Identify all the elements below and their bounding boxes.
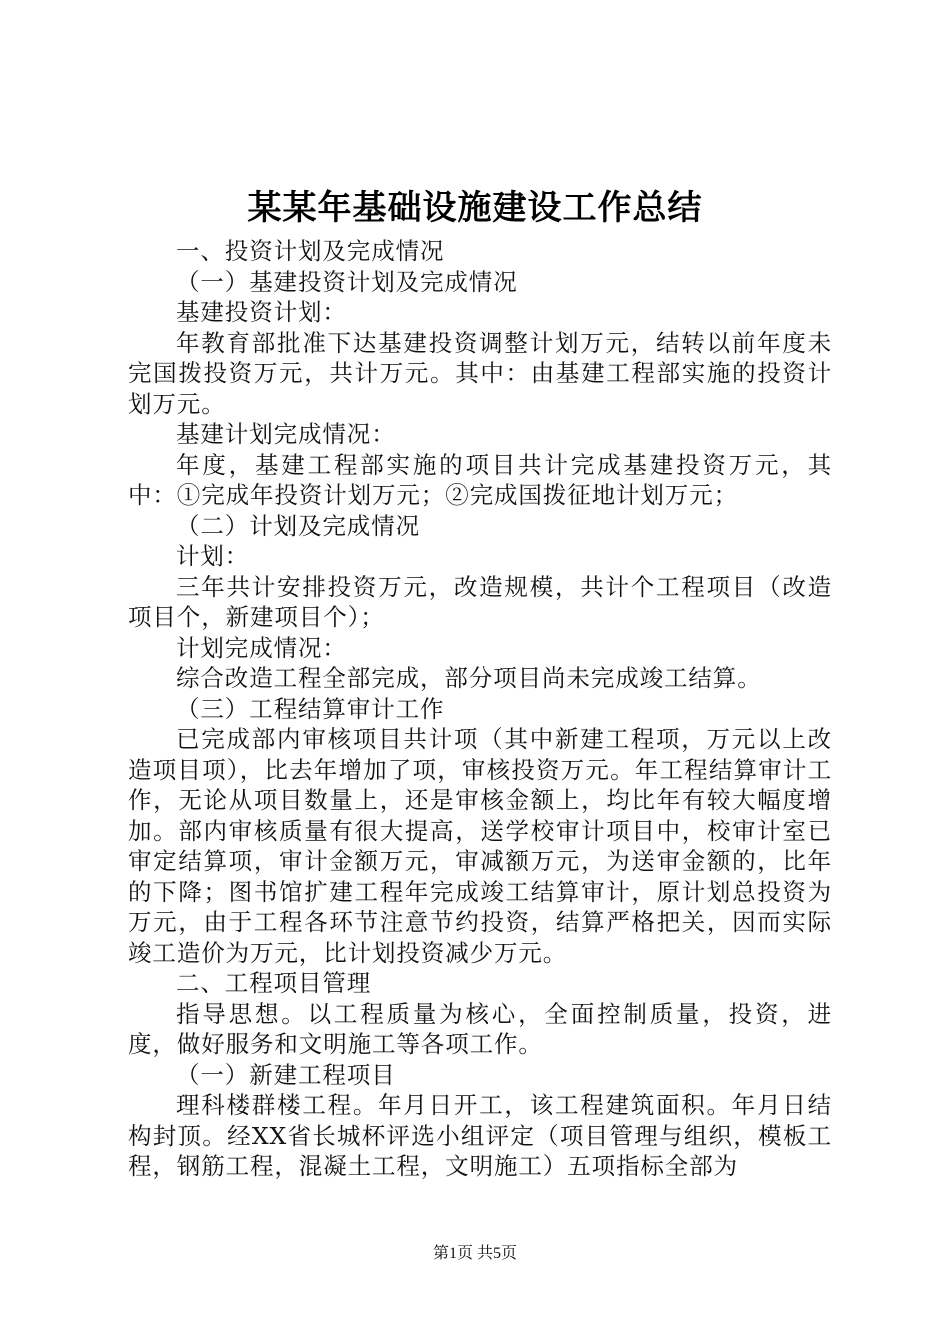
label-plan-completion: 计划完成情况： [176, 633, 347, 662]
paragraph-capital-completion: 年度，基建工程部实施的项目共计完成基建投资万元，其中：①完成年投资计划万元；②完成国拨征地计划万元； [128, 450, 832, 509]
heading-2-plan-completion: （二）计划及完成情况 [176, 511, 420, 540]
paragraph-plan-completion: 综合改造工程全部完成，部分项目尚未完成竣工结算。 [176, 664, 762, 692]
paragraph-plan: 三年共计安排投资万元，改造规模，共计个工程项目（改造项目个，新建项目个）； [128, 572, 832, 631]
paragraph-capital-plan: 年教育部批准下达基建投资调整计划万元，结转以前年度未完国拨投资万元，共计万元。其中：由基建工程部实施的投资计划万元。 [128, 328, 832, 418]
document-title: 某某年基础设施建设工作总结 [247, 188, 703, 228]
heading-2-capital-plan: （一）基建投资计划及完成情况 [176, 267, 518, 296]
paragraph-audit: 已完成部内审核项目共计项（其中新建工程项，万元以上改造项目项），比去年增加了项，审核投资万元。年工程结算审计工作，无论从项目数量上，还是审核金额上，均比年有较大幅度增加。部内审核质量有很大提高，送学校审计项目中，校审计室已审定结算项，审计金额万元，审减额万元，为送审金额的，比年的下降；图书馆扩建工程年完成竣工结算审计，原计划总投资为万元，由于工程各环节注意节约投资，结算严格把关，因而实际竣工造价为万元，比计划投资减少万元。 [128, 725, 832, 967]
label-capital-plan: 基建投资计划： [176, 298, 347, 326]
page-footer: 第1页 共5页 [432, 1245, 517, 1262]
heading-2-audit: （三）工程结算审计工作 [176, 694, 445, 723]
heading-1-investment-plan: 一、投资计划及完成情况 [176, 237, 445, 265]
document-body [128, 236, 832, 1182]
label-capital-completion: 基建计划完成情况： [176, 420, 396, 448]
label-plan: 计划： [176, 542, 250, 570]
heading-1-project-management: 二、工程项目管理 [176, 969, 372, 997]
paragraph-guiding-principle: 指导思想。以工程质量为核心，全面控制质量，投资，进度，做好服务和文明施工等各项工作。 [128, 999, 832, 1058]
paragraph-science-building: 理科楼群楼工程。年月日开工，该工程建筑面积。年月日结构封顶。经XX省长城杯评选小组评定（项目管理与组织，模板工程，钢筋工程，混凝土工程，文明施工）五项指标全部为 [128, 1091, 832, 1180]
heading-2-new-projects: （一）新建工程项目 [176, 1060, 396, 1089]
